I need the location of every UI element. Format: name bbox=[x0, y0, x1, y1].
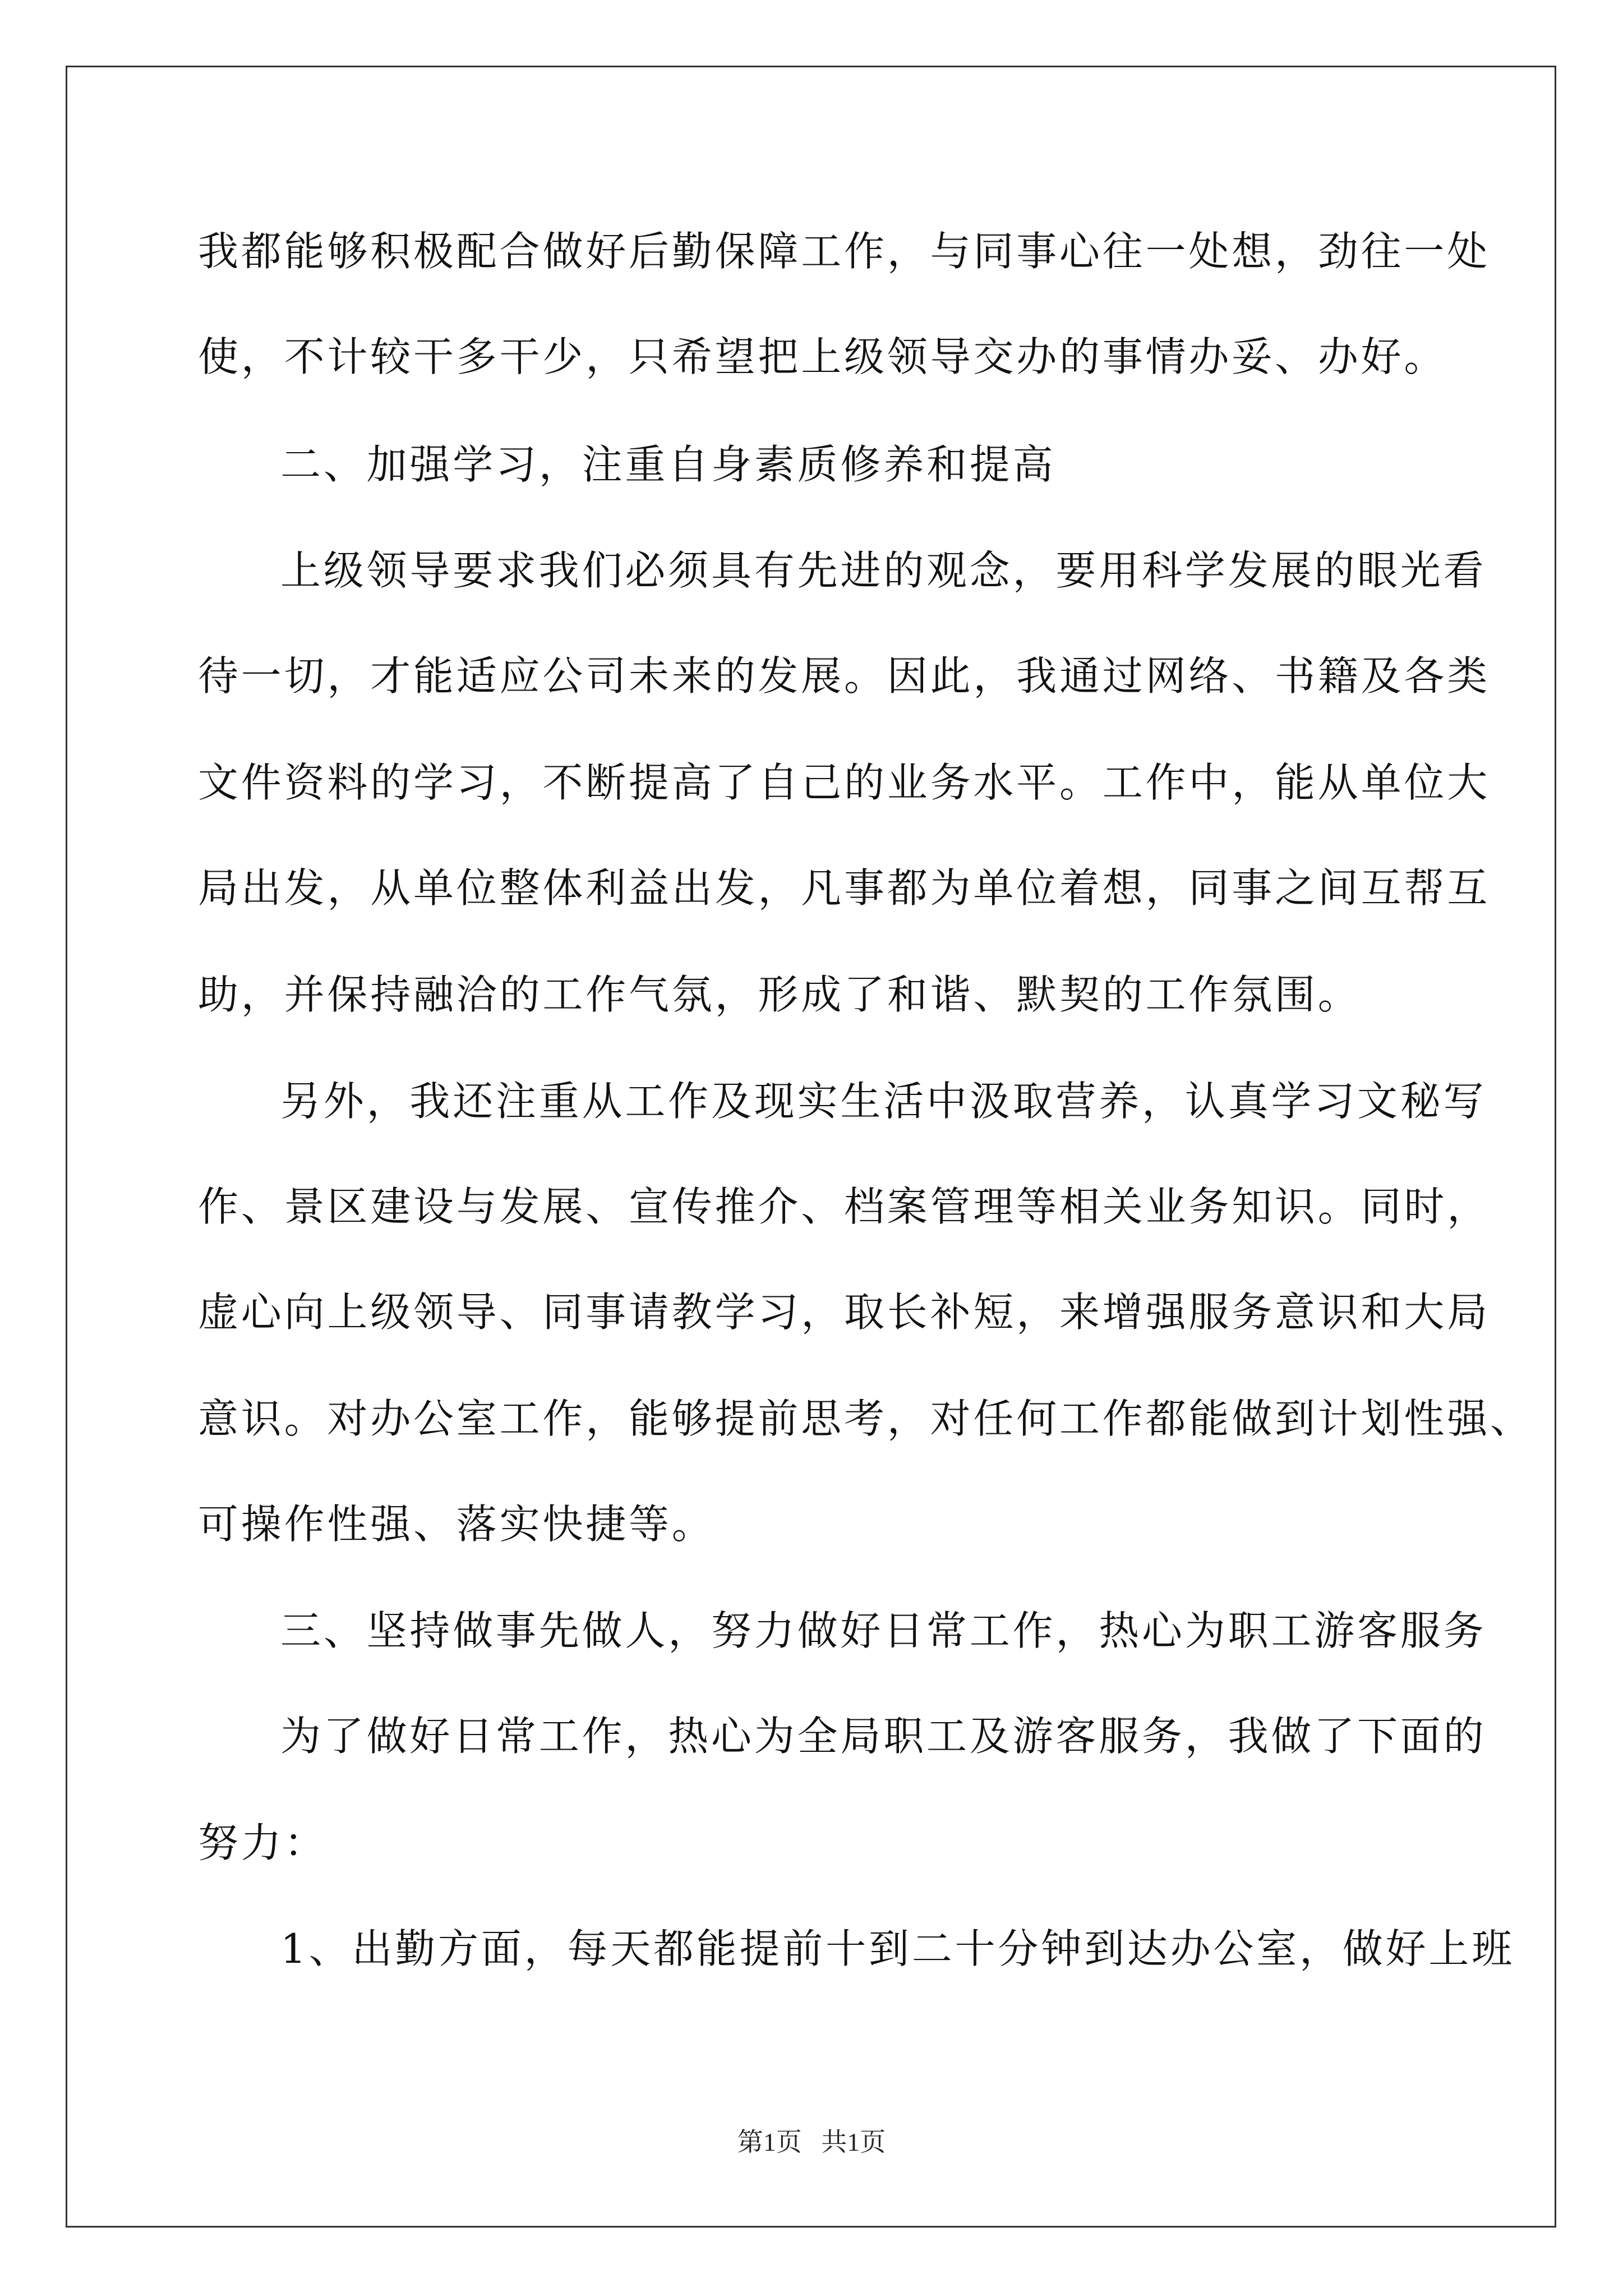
paragraph-line: 努力： bbox=[198, 1819, 328, 1866]
paragraph-line: 为了做好日常工作，热心为全局职工及游客服务，我做了下面的 bbox=[280, 1713, 1487, 1760]
paragraph-line: 我都能够积极配合做好后勤保障工作，与同事心往一处想，劲往一处 bbox=[198, 228, 1491, 275]
list-item: 1、出勤方面，每天都能提前十到二十分钟到达办公室，做好上班 bbox=[280, 1925, 1515, 1972]
paragraph-line: 虚心向上级领导、同事请教学习，取长补短，来增强服务意识和大局 bbox=[198, 1289, 1491, 1336]
paragraph-line: 作、景区建设与发展、宣传推介、档案管理等相关业务知识。同时， bbox=[198, 1183, 1491, 1230]
paragraph-line: 意识。对办公室工作，能够提前思考，对任何工作都能做到计划性强、 bbox=[198, 1395, 1533, 1442]
section-heading: 三、坚持做事先做人，努力做好日常工作，热心为职工游客服务 bbox=[280, 1607, 1487, 1654]
paragraph-line: 助，并保持融洽的工作气氛，形成了和谐、默契的工作氛围。 bbox=[198, 971, 1361, 1018]
paragraph-line: 可操作性强、落实快捷等。 bbox=[198, 1501, 715, 1548]
paragraph-line: 文件资料的学习，不断提高了自己的业务水平。工作中，能从单位大 bbox=[198, 759, 1491, 806]
page-number-footer: 第1页 共1页 bbox=[737, 2128, 886, 2156]
paragraph-line: 待一切，才能适应公司未来的发展。因此，我通过网络、书籍及各类 bbox=[198, 652, 1491, 700]
paragraph-line: 上级领导要求我们必须具有先进的观念，要用科学发展的眼光看 bbox=[280, 547, 1487, 594]
paragraph-line: 局出发，从单位整体利益出发，凡事都为单位着想，同事之间互帮互 bbox=[198, 864, 1491, 912]
paragraph-line: 使，不计较干多干少，只希望把上级领导交办的事情办妥、办好。 bbox=[198, 333, 1447, 380]
paragraph-line: 另外，我还注重从工作及现实生活中汲取营养，认真学习文秘写 bbox=[280, 1078, 1487, 1125]
page-border bbox=[66, 66, 1556, 2228]
section-heading: 二、加强学习，注重自身素质修养和提高 bbox=[280, 441, 1056, 488]
